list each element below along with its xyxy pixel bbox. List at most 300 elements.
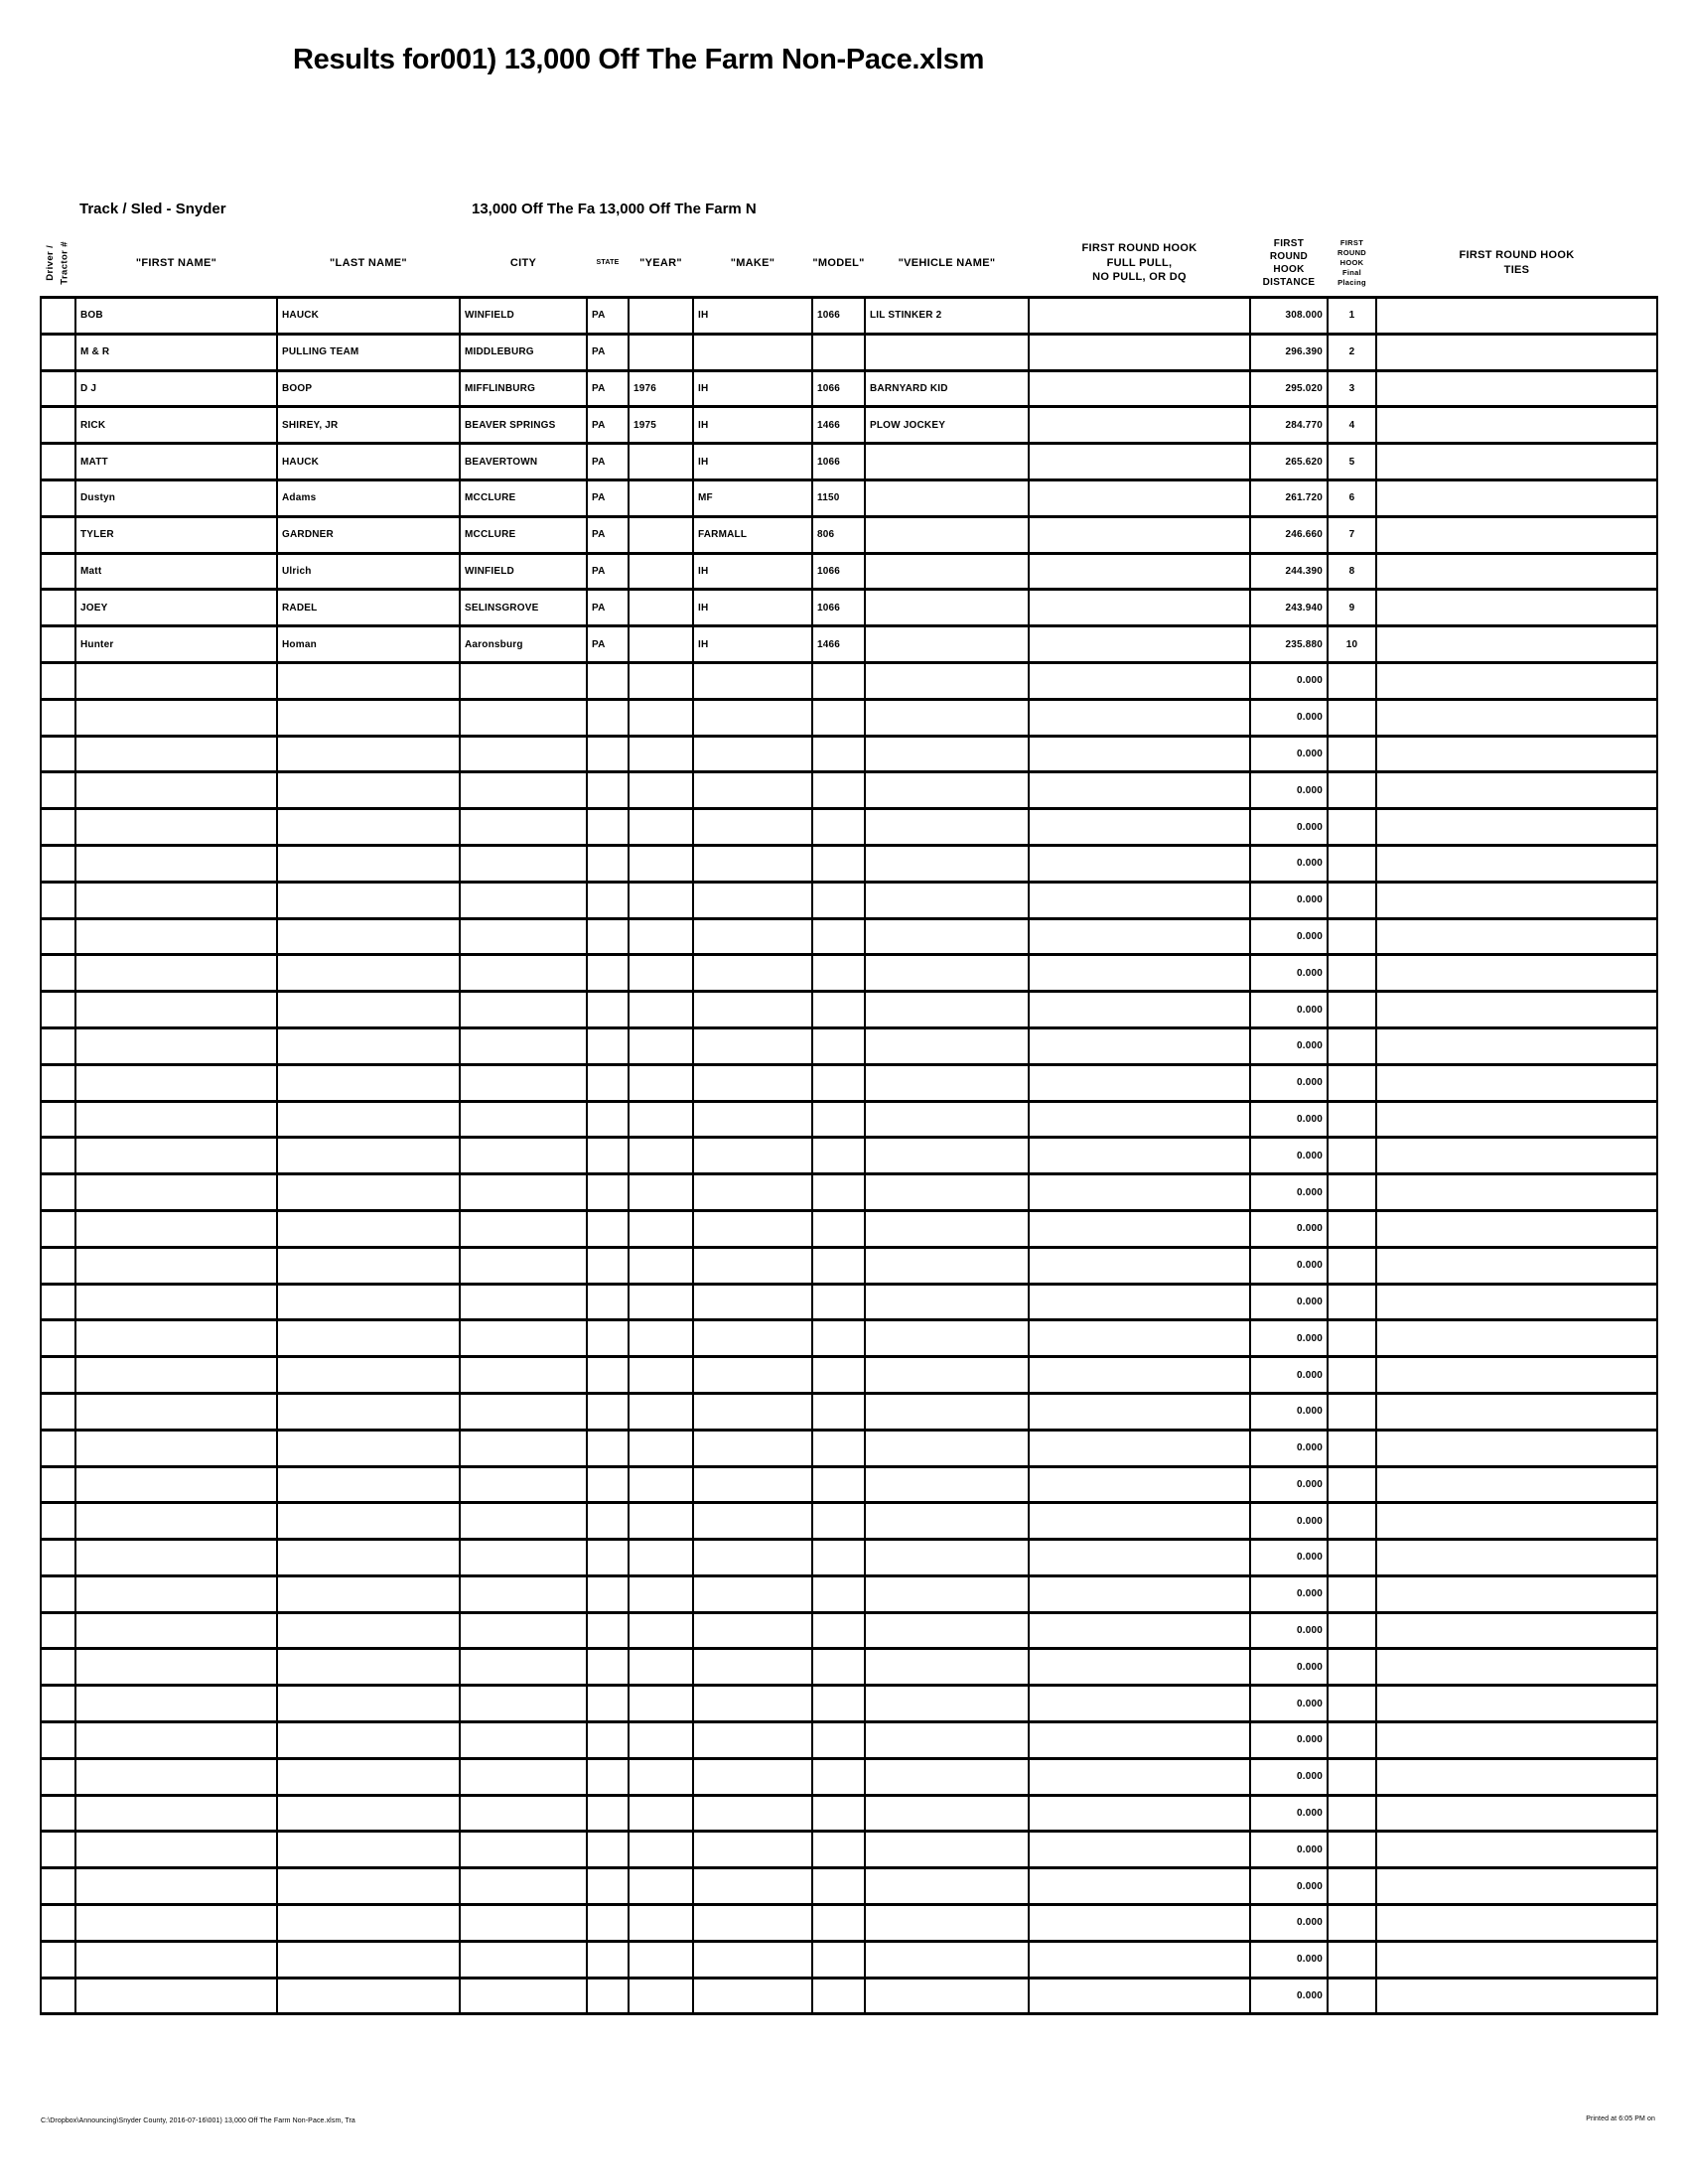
cell-make bbox=[693, 1430, 812, 1466]
cell-placing bbox=[1328, 1174, 1376, 1211]
cell-state bbox=[587, 1905, 629, 1942]
cell-placing: 5 bbox=[1328, 444, 1376, 480]
cell-model: 1066 bbox=[812, 444, 865, 480]
cell-placing bbox=[1328, 1247, 1376, 1284]
cell-placing: 6 bbox=[1328, 479, 1376, 516]
cell-ties bbox=[1376, 918, 1657, 955]
table-body bbox=[41, 298, 1657, 2014]
cell-pull bbox=[1029, 1686, 1250, 1722]
table-row bbox=[41, 370, 1657, 407]
cell-distance: 308.000 bbox=[1250, 298, 1328, 335]
cell-vehicle bbox=[865, 1758, 1029, 1795]
cell-year bbox=[629, 1247, 693, 1284]
cell-pull bbox=[1029, 370, 1250, 407]
cell-ties bbox=[1376, 1247, 1657, 1284]
cell-pull bbox=[1029, 992, 1250, 1028]
cell-vehicle: PLOW JOCKEY bbox=[865, 407, 1029, 444]
cell-vehicle bbox=[865, 1722, 1029, 1759]
cell-ties bbox=[1376, 736, 1657, 772]
cell-driver bbox=[41, 1393, 75, 1430]
cell-model: 1466 bbox=[812, 626, 865, 663]
cell-last bbox=[277, 1832, 460, 1868]
cell-year bbox=[629, 1575, 693, 1612]
cell-city bbox=[460, 882, 587, 918]
cell-state bbox=[587, 662, 629, 699]
cell-make bbox=[693, 1466, 812, 1503]
cell-vehicle bbox=[865, 1174, 1029, 1211]
cell-driver bbox=[41, 918, 75, 955]
cell-ties bbox=[1376, 955, 1657, 992]
cell-driver bbox=[41, 1101, 75, 1138]
cell-year bbox=[629, 1868, 693, 1905]
cell-vehicle bbox=[865, 334, 1029, 370]
cell-year bbox=[629, 590, 693, 626]
cell-ties bbox=[1376, 1540, 1657, 1576]
cell-make bbox=[693, 1247, 812, 1284]
cell-model bbox=[812, 1357, 865, 1394]
cell-vehicle bbox=[865, 1393, 1029, 1430]
cell-distance: 0.000 bbox=[1250, 1357, 1328, 1394]
cell-ties bbox=[1376, 1868, 1657, 1905]
cell-make bbox=[693, 992, 812, 1028]
cell-driver bbox=[41, 1540, 75, 1576]
cell-model bbox=[812, 1795, 865, 1832]
cell-first bbox=[75, 1247, 277, 1284]
cell-distance: 0.000 bbox=[1250, 1393, 1328, 1430]
cell-distance: 0.000 bbox=[1250, 845, 1328, 882]
cell-driver bbox=[41, 1575, 75, 1612]
cell-vehicle bbox=[865, 626, 1029, 663]
cell-distance: 0.000 bbox=[1250, 955, 1328, 992]
table-row bbox=[41, 662, 1657, 699]
cell-pull bbox=[1029, 1138, 1250, 1174]
cell-driver bbox=[41, 1466, 75, 1503]
cell-model bbox=[812, 1138, 865, 1174]
cell-distance: 296.390 bbox=[1250, 334, 1328, 370]
cell-model: 1066 bbox=[812, 370, 865, 407]
cell-first bbox=[75, 1941, 277, 1978]
cell-city: BEAVERTOWN bbox=[460, 444, 587, 480]
cell-make bbox=[693, 1210, 812, 1247]
cell-driver bbox=[41, 882, 75, 918]
cell-pull bbox=[1029, 1575, 1250, 1612]
cell-placing bbox=[1328, 845, 1376, 882]
table-row bbox=[41, 1138, 1657, 1174]
cell-last bbox=[277, 1027, 460, 1064]
table-row bbox=[41, 992, 1657, 1028]
cell-make: MF bbox=[693, 479, 812, 516]
cell-vehicle bbox=[865, 1941, 1029, 1978]
cell-make bbox=[693, 334, 812, 370]
cell-city: SELINSGROVE bbox=[460, 590, 587, 626]
cell-state bbox=[587, 809, 629, 846]
cell-placing bbox=[1328, 1138, 1376, 1174]
cell-first bbox=[75, 1393, 277, 1430]
cell-driver bbox=[41, 809, 75, 846]
cell-city: WINFIELD bbox=[460, 553, 587, 590]
cell-placing bbox=[1328, 1064, 1376, 1101]
table-row bbox=[41, 407, 1657, 444]
cell-last bbox=[277, 809, 460, 846]
cell-distance: 0.000 bbox=[1250, 1210, 1328, 1247]
cell-vehicle bbox=[865, 1832, 1029, 1868]
cell-driver bbox=[41, 626, 75, 663]
cell-pull bbox=[1029, 626, 1250, 663]
cell-driver bbox=[41, 1027, 75, 1064]
cell-last bbox=[277, 1978, 460, 2014]
cell-year bbox=[629, 334, 693, 370]
cell-model bbox=[812, 1941, 865, 1978]
header-row bbox=[41, 230, 1657, 298]
cell-vehicle: LIL STINKER 2 bbox=[865, 298, 1029, 335]
cell-driver bbox=[41, 1357, 75, 1394]
cell-last bbox=[277, 772, 460, 809]
cell-first: M & R bbox=[75, 334, 277, 370]
cell-pull bbox=[1029, 1540, 1250, 1576]
cell-driver bbox=[41, 772, 75, 809]
cell-placing bbox=[1328, 1832, 1376, 1868]
cell-pull bbox=[1029, 699, 1250, 736]
cell-last bbox=[277, 1905, 460, 1942]
cell-placing bbox=[1328, 1466, 1376, 1503]
cell-city bbox=[460, 918, 587, 955]
cell-ties bbox=[1376, 1612, 1657, 1649]
cell-first bbox=[75, 1027, 277, 1064]
cell-vehicle bbox=[865, 845, 1029, 882]
footer-file-path: C:\Dropbox\Announcing\Snyder County, 2016-07-16\001) 13,000 Off The Farm Non-Pace.xlsm, Tra bbox=[41, 2117, 355, 2124]
cell-city: Aaronsburg bbox=[460, 626, 587, 663]
cell-state bbox=[587, 918, 629, 955]
cell-ties bbox=[1376, 1101, 1657, 1138]
cell-placing bbox=[1328, 1722, 1376, 1759]
cell-vehicle bbox=[865, 1101, 1029, 1138]
cell-distance: 0.000 bbox=[1250, 1868, 1328, 1905]
cell-last bbox=[277, 845, 460, 882]
cell-first bbox=[75, 1174, 277, 1211]
cell-ties bbox=[1376, 553, 1657, 590]
cell-make bbox=[693, 1978, 812, 2014]
cell-vehicle bbox=[865, 1905, 1029, 1942]
cell-pull bbox=[1029, 1430, 1250, 1466]
cell-make: IH bbox=[693, 370, 812, 407]
cell-model bbox=[812, 1466, 865, 1503]
cell-pull bbox=[1029, 1174, 1250, 1211]
cell-last bbox=[277, 1174, 460, 1211]
cell-ties bbox=[1376, 1832, 1657, 1868]
cell-vehicle bbox=[865, 1430, 1029, 1466]
cell-model bbox=[812, 1978, 865, 2014]
cell-year bbox=[629, 772, 693, 809]
cell-ties bbox=[1376, 1430, 1657, 1466]
cell-last bbox=[277, 1357, 460, 1394]
cell-distance: 0.000 bbox=[1250, 1284, 1328, 1320]
cell-ties bbox=[1376, 370, 1657, 407]
cell-vehicle bbox=[865, 1649, 1029, 1686]
cell-city bbox=[460, 845, 587, 882]
cell-ties bbox=[1376, 809, 1657, 846]
cell-make bbox=[693, 1686, 812, 1722]
cell-distance: 261.720 bbox=[1250, 479, 1328, 516]
cell-last: BOOP bbox=[277, 370, 460, 407]
cell-first bbox=[75, 1138, 277, 1174]
cell-vehicle bbox=[865, 1612, 1029, 1649]
cell-state bbox=[587, 1284, 629, 1320]
cell-driver bbox=[41, 1758, 75, 1795]
cell-ties bbox=[1376, 1758, 1657, 1795]
cell-year bbox=[629, 1758, 693, 1795]
cell-last bbox=[277, 1941, 460, 1978]
cell-driver bbox=[41, 1905, 75, 1942]
cell-ties bbox=[1376, 662, 1657, 699]
cell-first bbox=[75, 1357, 277, 1394]
cell-pull bbox=[1029, 882, 1250, 918]
cell-year bbox=[629, 1064, 693, 1101]
cell-state: PA bbox=[587, 479, 629, 516]
cell-model bbox=[812, 772, 865, 809]
cell-driver bbox=[41, 1795, 75, 1832]
cell-make bbox=[693, 1174, 812, 1211]
cell-pull bbox=[1029, 1795, 1250, 1832]
cell-pull bbox=[1029, 1101, 1250, 1138]
cell-distance: 0.000 bbox=[1250, 1027, 1328, 1064]
cell-driver bbox=[41, 662, 75, 699]
cell-state bbox=[587, 1466, 629, 1503]
cell-model bbox=[812, 1393, 865, 1430]
cell-ties bbox=[1376, 298, 1657, 335]
cell-city: WINFIELD bbox=[460, 298, 587, 335]
cell-model bbox=[812, 1758, 865, 1795]
cell-placing bbox=[1328, 699, 1376, 736]
cell-distance: 284.770 bbox=[1250, 407, 1328, 444]
cell-last bbox=[277, 1686, 460, 1722]
cell-placing: 2 bbox=[1328, 334, 1376, 370]
cell-ties bbox=[1376, 1795, 1657, 1832]
cell-last bbox=[277, 1540, 460, 1576]
cell-first: RICK bbox=[75, 407, 277, 444]
cell-ties bbox=[1376, 1978, 1657, 2014]
cell-year bbox=[629, 1466, 693, 1503]
cell-state: PA bbox=[587, 298, 629, 335]
column-header-driver bbox=[41, 230, 75, 298]
cell-driver bbox=[41, 992, 75, 1028]
column-header-driver-vertical-text: Driver / Tractor # bbox=[44, 241, 70, 285]
cell-driver bbox=[41, 553, 75, 590]
cell-pull bbox=[1029, 1649, 1250, 1686]
cell-first bbox=[75, 1868, 277, 1905]
cell-placing bbox=[1328, 1430, 1376, 1466]
cell-model bbox=[812, 1430, 865, 1466]
cell-pull bbox=[1029, 1466, 1250, 1503]
table-row bbox=[41, 590, 1657, 626]
cell-first bbox=[75, 772, 277, 809]
cell-state bbox=[587, 1357, 629, 1394]
cell-state bbox=[587, 1540, 629, 1576]
cell-pull bbox=[1029, 772, 1250, 809]
cell-pull bbox=[1029, 1868, 1250, 1905]
cell-placing bbox=[1328, 809, 1376, 846]
cell-make bbox=[693, 918, 812, 955]
cell-ties bbox=[1376, 1138, 1657, 1174]
cell-vehicle bbox=[865, 1320, 1029, 1357]
table-row bbox=[41, 955, 1657, 992]
cell-make: IH bbox=[693, 626, 812, 663]
cell-year bbox=[629, 809, 693, 846]
cell-model bbox=[812, 1101, 865, 1138]
cell-city bbox=[460, 1320, 587, 1357]
cell-state: PA bbox=[587, 553, 629, 590]
cell-model bbox=[812, 736, 865, 772]
cell-last bbox=[277, 736, 460, 772]
cell-pull bbox=[1029, 1832, 1250, 1868]
cell-distance: 0.000 bbox=[1250, 1540, 1328, 1576]
cell-make bbox=[693, 1612, 812, 1649]
cell-distance: 243.940 bbox=[1250, 590, 1328, 626]
table-row bbox=[41, 1649, 1657, 1686]
cell-first bbox=[75, 1978, 277, 2014]
cell-placing bbox=[1328, 1357, 1376, 1394]
cell-make bbox=[693, 1758, 812, 1795]
cell-year bbox=[629, 1540, 693, 1576]
cell-ties bbox=[1376, 1575, 1657, 1612]
cell-city bbox=[460, 1612, 587, 1649]
cell-ties bbox=[1376, 444, 1657, 480]
column-header-vehicle: "VEHICLE NAME" bbox=[898, 256, 996, 269]
cell-first bbox=[75, 1540, 277, 1576]
cell-last bbox=[277, 1466, 460, 1503]
cell-model bbox=[812, 1540, 865, 1576]
cell-model bbox=[812, 1284, 865, 1320]
cell-model bbox=[812, 1686, 865, 1722]
cell-driver bbox=[41, 1686, 75, 1722]
cell-pull bbox=[1029, 407, 1250, 444]
cell-placing bbox=[1328, 772, 1376, 809]
table-row bbox=[41, 918, 1657, 955]
cell-ties bbox=[1376, 845, 1657, 882]
cell-pull bbox=[1029, 1941, 1250, 1978]
cell-vehicle bbox=[865, 1503, 1029, 1540]
cell-pull bbox=[1029, 553, 1250, 590]
cell-distance: 0.000 bbox=[1250, 882, 1328, 918]
cell-driver bbox=[41, 407, 75, 444]
cell-city bbox=[460, 1393, 587, 1430]
cell-last bbox=[277, 1210, 460, 1247]
cell-vehicle bbox=[865, 1978, 1029, 2014]
cell-state: PA bbox=[587, 444, 629, 480]
cell-year bbox=[629, 1649, 693, 1686]
cell-make bbox=[693, 699, 812, 736]
table-row bbox=[41, 1686, 1657, 1722]
cell-placing bbox=[1328, 662, 1376, 699]
cell-ties bbox=[1376, 699, 1657, 736]
cell-model: 1066 bbox=[812, 590, 865, 626]
cell-placing bbox=[1328, 1649, 1376, 1686]
cell-vehicle bbox=[865, 1357, 1029, 1394]
cell-ties bbox=[1376, 1905, 1657, 1942]
cell-distance: 0.000 bbox=[1250, 1320, 1328, 1357]
cell-distance: 0.000 bbox=[1250, 736, 1328, 772]
cell-distance: 0.000 bbox=[1250, 1649, 1328, 1686]
cell-ties bbox=[1376, 1649, 1657, 1686]
cell-placing: 3 bbox=[1328, 370, 1376, 407]
cell-ties bbox=[1376, 882, 1657, 918]
cell-city: MCCLURE bbox=[460, 479, 587, 516]
table-row bbox=[41, 1612, 1657, 1649]
cell-year bbox=[629, 1832, 693, 1868]
cell-first bbox=[75, 809, 277, 846]
cell-last bbox=[277, 992, 460, 1028]
cell-distance: 0.000 bbox=[1250, 1941, 1328, 1978]
cell-state bbox=[587, 1758, 629, 1795]
cell-distance: 295.020 bbox=[1250, 370, 1328, 407]
cell-distance: 0.000 bbox=[1250, 1064, 1328, 1101]
cell-vehicle bbox=[865, 699, 1029, 736]
cell-state bbox=[587, 1868, 629, 1905]
cell-state bbox=[587, 1138, 629, 1174]
cell-ties bbox=[1376, 626, 1657, 663]
cell-year bbox=[629, 516, 693, 553]
cell-last bbox=[277, 1138, 460, 1174]
cell-driver bbox=[41, 590, 75, 626]
table-row bbox=[41, 1430, 1657, 1466]
cell-model bbox=[812, 1503, 865, 1540]
cell-placing: 8 bbox=[1328, 553, 1376, 590]
cell-city bbox=[460, 1575, 587, 1612]
cell-last bbox=[277, 1393, 460, 1430]
cell-model bbox=[812, 918, 865, 955]
cell-model bbox=[812, 1027, 865, 1064]
cell-first bbox=[75, 1430, 277, 1466]
cell-first bbox=[75, 918, 277, 955]
cell-first bbox=[75, 1210, 277, 1247]
event-name-label: 13,000 Off The Fa 13,000 Off The Farm N bbox=[472, 201, 757, 217]
cell-make bbox=[693, 1101, 812, 1138]
column-header-ties: FIRST ROUND HOOK TIES bbox=[1459, 249, 1575, 276]
cell-ties bbox=[1376, 1722, 1657, 1759]
cell-first bbox=[75, 992, 277, 1028]
cell-placing bbox=[1328, 1393, 1376, 1430]
cell-first: Dustyn bbox=[75, 479, 277, 516]
cell-driver bbox=[41, 955, 75, 992]
cell-placing bbox=[1328, 882, 1376, 918]
footer-printed-at: Printed at 6:05 PM on bbox=[1586, 2116, 1655, 2122]
cell-model bbox=[812, 1064, 865, 1101]
cell-pull bbox=[1029, 1320, 1250, 1357]
cell-distance: 0.000 bbox=[1250, 1430, 1328, 1466]
cell-vehicle: BARNYARD KID bbox=[865, 370, 1029, 407]
cell-state bbox=[587, 882, 629, 918]
cell-make bbox=[693, 1064, 812, 1101]
cell-placing bbox=[1328, 1686, 1376, 1722]
cell-first bbox=[75, 1832, 277, 1868]
cell-make: IH bbox=[693, 298, 812, 335]
table-row bbox=[41, 809, 1657, 846]
cell-last bbox=[277, 699, 460, 736]
cell-driver bbox=[41, 736, 75, 772]
cell-driver bbox=[41, 1247, 75, 1284]
cell-ties bbox=[1376, 1027, 1657, 1064]
cell-year bbox=[629, 1941, 693, 1978]
table-row bbox=[41, 1064, 1657, 1101]
cell-model bbox=[812, 1722, 865, 1759]
cell-vehicle bbox=[865, 1540, 1029, 1576]
cell-model: 1150 bbox=[812, 479, 865, 516]
cell-distance: 0.000 bbox=[1250, 699, 1328, 736]
cell-driver bbox=[41, 479, 75, 516]
cell-state bbox=[587, 1722, 629, 1759]
cell-year bbox=[629, 955, 693, 992]
cell-vehicle bbox=[865, 590, 1029, 626]
cell-first bbox=[75, 1503, 277, 1540]
